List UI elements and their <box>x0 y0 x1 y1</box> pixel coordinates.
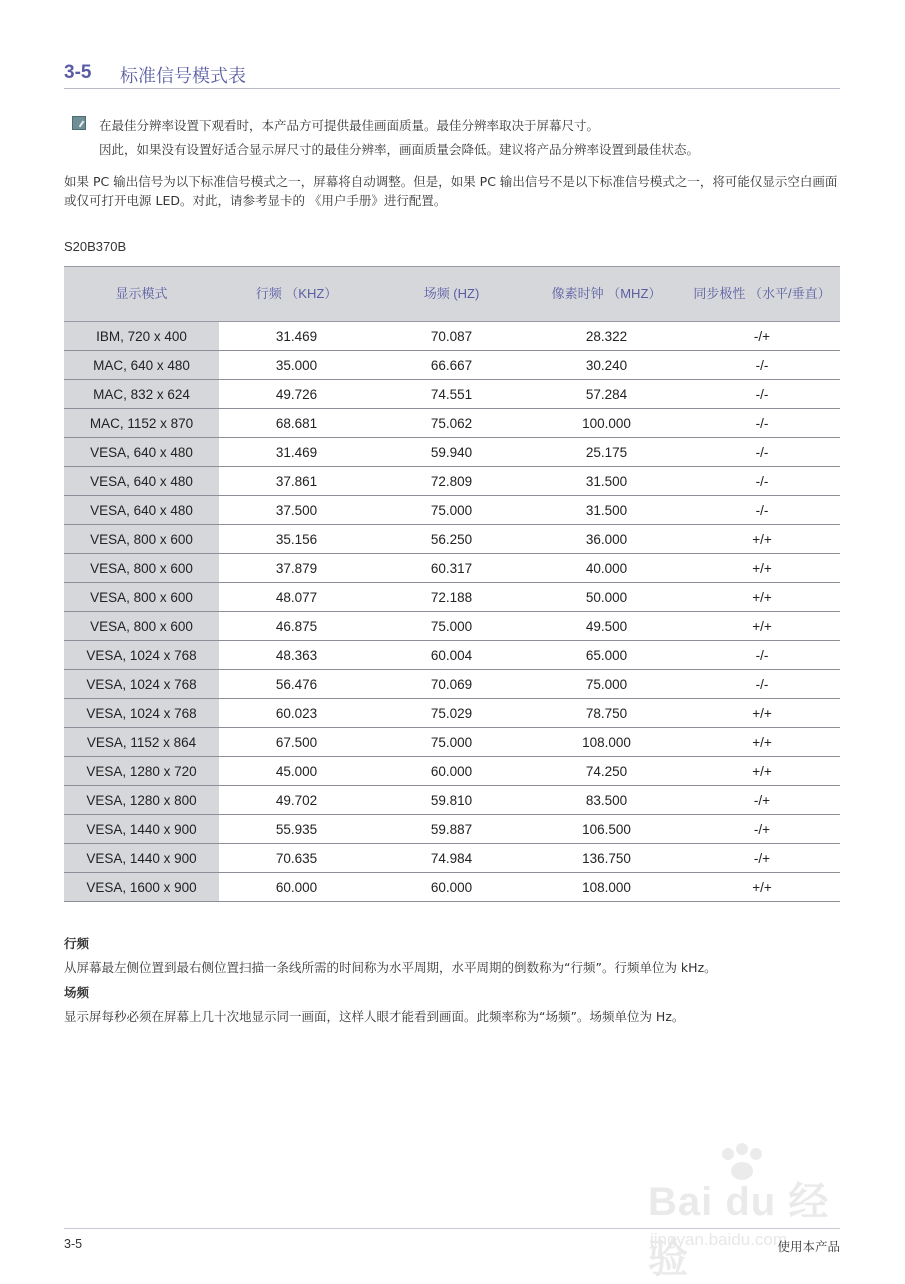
cell-pixel-clock: 108.000 <box>529 873 684 902</box>
cell-pixel-clock: 50.000 <box>529 583 684 612</box>
cell-vertical-frequency: 75.062 <box>374 409 529 438</box>
cell-display-mode: VESA, 1280 x 800 <box>64 786 219 815</box>
cell-horizontal-frequency: 55.935 <box>219 815 374 844</box>
definition-text-vertical: 显示屏每秒必须在屏幕上几十次地显示同一画面，这样人眼才能看到画面。此频率称为“场频”。场频单位为 Hz。 <box>64 1009 685 1024</box>
cell-pixel-clock: 108.000 <box>529 728 684 757</box>
cell-vertical-frequency: 60.004 <box>374 641 529 670</box>
cell-pixel-clock: 30.240 <box>529 351 684 380</box>
table-row <box>64 467 840 496</box>
cell-pixel-clock: 28.322 <box>529 322 684 351</box>
cell-horizontal-frequency: 70.635 <box>219 844 374 873</box>
cell-display-mode: VESA, 1152 x 864 <box>64 728 219 757</box>
cell-pixel-clock: 78.750 <box>529 699 684 728</box>
cell-sync-polarity: -/- <box>684 641 840 670</box>
cell-sync-polarity: -/- <box>684 496 840 525</box>
cell-pixel-clock: 106.500 <box>529 815 684 844</box>
model-name: S20B370B <box>64 239 127 254</box>
cell-display-mode: VESA, 800 x 600 <box>64 583 219 612</box>
definition-text-horizontal: 从屏幕最左侧位置到最右侧位置扫描一条线所需的时间称为水平周期，水平周期的倒数称为“行频”。行频单位为 kHz。 <box>64 960 717 975</box>
header-horizontal-frequency: 行频 （KHZ） <box>219 267 374 322</box>
cell-horizontal-frequency: 60.000 <box>219 873 374 902</box>
footer-page-number: 3-5 <box>64 1237 83 1251</box>
cell-horizontal-frequency: 35.156 <box>219 525 374 554</box>
watermark-brand: Bai du 经验 <box>648 1180 830 1281</box>
cell-sync-polarity: +/+ <box>684 612 840 641</box>
table-row <box>64 612 840 641</box>
cell-horizontal-frequency: 56.476 <box>219 670 374 699</box>
table-row <box>64 322 840 351</box>
cell-horizontal-frequency: 49.726 <box>219 380 374 409</box>
table-row <box>64 351 840 380</box>
cell-horizontal-frequency: 35.000 <box>219 351 374 380</box>
cell-sync-polarity: +/+ <box>684 873 840 902</box>
cell-display-mode: VESA, 640 x 480 <box>64 438 219 467</box>
table-row <box>64 757 840 786</box>
watermark-url: jingyan.baidu.com <box>650 1230 788 1249</box>
table-row <box>64 583 840 612</box>
cell-pixel-clock: 40.000 <box>529 554 684 583</box>
cell-display-mode: VESA, 640 x 480 <box>64 496 219 525</box>
cell-sync-polarity: -/- <box>684 438 840 467</box>
cell-display-mode: MAC, 640 x 480 <box>64 351 219 380</box>
note-icon <box>72 116 86 130</box>
cell-vertical-frequency: 59.887 <box>374 815 529 844</box>
cell-vertical-frequency: 60.000 <box>374 757 529 786</box>
table-row <box>64 438 840 467</box>
cell-display-mode: VESA, 1440 x 900 <box>64 844 219 873</box>
cell-sync-polarity: -/+ <box>684 844 840 873</box>
cell-vertical-frequency: 59.940 <box>374 438 529 467</box>
cell-pixel-clock: 83.500 <box>529 786 684 815</box>
cell-pixel-clock: 100.000 <box>529 409 684 438</box>
cell-display-mode: VESA, 1600 x 900 <box>64 873 219 902</box>
table-row <box>64 525 840 554</box>
cell-vertical-frequency: 75.000 <box>374 612 529 641</box>
cell-pixel-clock: 65.000 <box>529 641 684 670</box>
cell-display-mode: VESA, 1440 x 900 <box>64 815 219 844</box>
cell-vertical-frequency: 74.551 <box>374 380 529 409</box>
header-sync-polarity: 同步极性 （水平/垂直） <box>684 267 840 322</box>
table-row <box>64 380 840 409</box>
table-row <box>64 786 840 815</box>
cell-sync-polarity: -/- <box>684 380 840 409</box>
cell-horizontal-frequency: 48.363 <box>219 641 374 670</box>
cell-horizontal-frequency: 49.702 <box>219 786 374 815</box>
cell-horizontal-frequency: 46.875 <box>219 612 374 641</box>
intro-paragraph: 如果 PC 输出信号为以下标准信号模式之一，屏幕将自动调整。但是，如果 PC 输出信号不是以下标准信号模式之一，将可能仅显示空白画面或仅可打开电源 LED。对此，请参考显卡的 《用户手册》进行配置。 <box>64 174 838 208</box>
table-row <box>64 728 840 757</box>
cell-vertical-frequency: 74.984 <box>374 844 529 873</box>
section-title: 标准信号模式表 <box>120 66 246 87</box>
cell-vertical-frequency: 60.317 <box>374 554 529 583</box>
cell-pixel-clock: 49.500 <box>529 612 684 641</box>
table-row <box>64 873 840 902</box>
table-row <box>64 844 840 873</box>
cell-pixel-clock: 75.000 <box>529 670 684 699</box>
cell-vertical-frequency: 60.000 <box>374 873 529 902</box>
cell-pixel-clock: 25.175 <box>529 438 684 467</box>
cell-horizontal-frequency: 37.861 <box>219 467 374 496</box>
cell-vertical-frequency: 75.000 <box>374 728 529 757</box>
cell-sync-polarity: +/+ <box>684 757 840 786</box>
cell-sync-polarity: -/+ <box>684 786 840 815</box>
cell-sync-polarity: -/- <box>684 409 840 438</box>
cell-pixel-clock: 36.000 <box>529 525 684 554</box>
table-row <box>64 699 840 728</box>
cell-horizontal-frequency: 68.681 <box>219 409 374 438</box>
cell-display-mode: VESA, 800 x 600 <box>64 525 219 554</box>
cell-vertical-frequency: 70.087 <box>374 322 529 351</box>
footer-divider <box>64 1228 840 1229</box>
cell-horizontal-frequency: 31.469 <box>219 438 374 467</box>
cell-horizontal-frequency: 31.469 <box>219 322 374 351</box>
cell-vertical-frequency: 72.809 <box>374 467 529 496</box>
cell-pixel-clock: 136.750 <box>529 844 684 873</box>
cell-sync-polarity: -/+ <box>684 815 840 844</box>
cell-horizontal-frequency: 67.500 <box>219 728 374 757</box>
cell-vertical-frequency: 56.250 <box>374 525 529 554</box>
cell-vertical-frequency: 72.188 <box>374 583 529 612</box>
table-row <box>64 641 840 670</box>
cell-horizontal-frequency: 37.500 <box>219 496 374 525</box>
cell-sync-polarity: +/+ <box>684 554 840 583</box>
section-heading <box>64 58 840 89</box>
table-body <box>64 322 840 902</box>
header-pixel-clock: 像素时钟 （MHZ） <box>529 267 684 322</box>
cell-display-mode: VESA, 640 x 480 <box>64 467 219 496</box>
cell-sync-polarity: -/- <box>684 670 840 699</box>
definition-term-horizontal: 行频 <box>64 936 90 951</box>
note-line-1: 在最佳分辨率设置下观看时，本产品方可提供最佳画面质量。最佳分辨率取决于屏幕尺寸。 <box>99 118 600 133</box>
table-row <box>64 815 840 844</box>
cell-horizontal-frequency: 45.000 <box>219 757 374 786</box>
table-row <box>64 554 840 583</box>
cell-display-mode: MAC, 1152 x 870 <box>64 409 219 438</box>
table-header-row <box>64 267 840 322</box>
cell-display-mode: VESA, 1024 x 768 <box>64 641 219 670</box>
cell-display-mode: VESA, 1280 x 720 <box>64 757 219 786</box>
cell-display-mode: VESA, 800 x 600 <box>64 612 219 641</box>
cell-display-mode: VESA, 1024 x 768 <box>64 670 219 699</box>
cell-display-mode: VESA, 800 x 600 <box>64 554 219 583</box>
cell-vertical-frequency: 75.029 <box>374 699 529 728</box>
cell-pixel-clock: 74.250 <box>529 757 684 786</box>
cell-pixel-clock: 31.500 <box>529 467 684 496</box>
cell-sync-polarity: +/+ <box>684 525 840 554</box>
table-row <box>64 496 840 525</box>
cell-horizontal-frequency: 37.879 <box>219 554 374 583</box>
cell-vertical-frequency: 75.000 <box>374 496 529 525</box>
cell-pixel-clock: 57.284 <box>529 380 684 409</box>
table-row <box>64 409 840 438</box>
definition-term-vertical: 场频 <box>64 985 90 1000</box>
cell-sync-polarity: +/+ <box>684 583 840 612</box>
signal-mode-table <box>64 266 840 902</box>
cell-display-mode: MAC, 832 x 624 <box>64 380 219 409</box>
table-row <box>64 670 840 699</box>
cell-sync-polarity: +/+ <box>684 699 840 728</box>
cell-sync-polarity: -/- <box>684 351 840 380</box>
header-display-mode: 显示模式 <box>64 267 219 322</box>
header-vertical-frequency: 场频 (HZ) <box>374 267 529 322</box>
cell-sync-polarity: -/+ <box>684 322 840 351</box>
footer-chapter: 使用本产品 <box>777 1239 840 1254</box>
cell-display-mode: IBM, 720 x 400 <box>64 322 219 351</box>
cell-horizontal-frequency: 48.077 <box>219 583 374 612</box>
cell-horizontal-frequency: 60.023 <box>219 699 374 728</box>
note-line-2: 因此，如果没有设置好适合显示屏尺寸的最佳分辨率，画面质量会降低。建议将产品分辨率设置到最佳状态。 <box>99 142 700 157</box>
section-number: 3-5 <box>64 62 92 83</box>
cell-display-mode: VESA, 1024 x 768 <box>64 699 219 728</box>
cell-vertical-frequency: 70.069 <box>374 670 529 699</box>
cell-vertical-frequency: 66.667 <box>374 351 529 380</box>
cell-vertical-frequency: 59.810 <box>374 786 529 815</box>
cell-pixel-clock: 31.500 <box>529 496 684 525</box>
cell-sync-polarity: +/+ <box>684 728 840 757</box>
cell-sync-polarity: -/- <box>684 467 840 496</box>
